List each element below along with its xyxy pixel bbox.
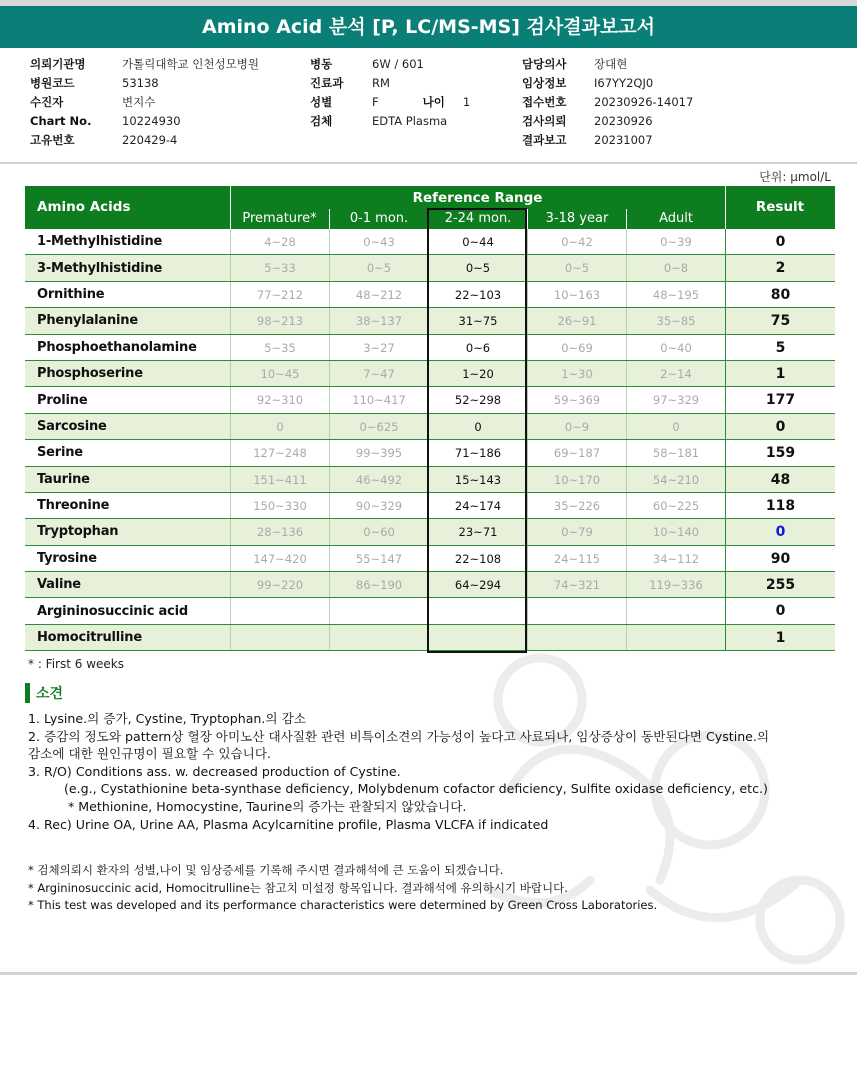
table-row [25, 493, 835, 519]
table-row [25, 467, 835, 493]
amino-acid-name: Tyrosine [37, 550, 97, 566]
info-row: 병동 6W / 601 [310, 57, 424, 71]
result-cell: 1 [725, 361, 835, 386]
table-body [25, 229, 835, 651]
result-cell: 0 [725, 229, 835, 254]
section-divider [0, 162, 857, 164]
info-row: 담당의사 장대현 [522, 57, 628, 71]
result-cell: 80 [725, 282, 835, 307]
reference-cell: 58~181 [626, 440, 725, 465]
reference-cell: 110~417 [329, 387, 428, 412]
amino-acid-name: Tryptophan [37, 524, 119, 540]
reference-cell: 54~210 [626, 467, 725, 492]
amino-acid-name: Argininosuccinic acid [37, 603, 188, 619]
reference-cell: 77~212 [230, 282, 329, 307]
amino-acid-table [25, 186, 835, 651]
result-cell: 255 [725, 572, 835, 597]
reference-cell: 0~39 [626, 229, 725, 254]
finding-line: 3. R/O) Conditions ass. w. decreased production of Cystine. [28, 763, 401, 779]
findings-text [28, 710, 828, 833]
table-row [25, 572, 835, 598]
reference-cell: 151~411 [230, 467, 329, 492]
reference-cell: 0~8 [626, 255, 725, 280]
table-row [25, 361, 835, 387]
reference-cell: 86~190 [329, 572, 428, 597]
reference-cell: 60~225 [626, 493, 725, 518]
table-row [25, 282, 835, 308]
amino-acid-name: Threonine [37, 498, 110, 514]
reference-cell [428, 625, 527, 650]
reference-cell: 0~42 [527, 229, 626, 254]
info-row: 검체 EDTA Plasma [310, 114, 448, 128]
reference-cell: 64~294 [428, 572, 527, 597]
reference-cell [230, 598, 329, 623]
amino-acid-name: 1-Methylhistidine [37, 234, 163, 250]
reference-cell: 4~28 [230, 229, 329, 254]
reference-cell: 48~212 [329, 282, 428, 307]
subheader-adult: Adult [626, 209, 725, 229]
reference-cell: 48~195 [626, 282, 725, 307]
header-amino-acids: Amino Acids [37, 199, 131, 215]
reference-cell [329, 625, 428, 650]
table-row [25, 519, 835, 545]
info-row: 검사의뢰 20230926 [522, 114, 653, 128]
reference-cell: 69~187 [527, 440, 626, 465]
reference-cell: 97~329 [626, 387, 725, 412]
result-cell: 48 [725, 467, 835, 492]
finding-line: 1. Lysine.의 증가, Cystine, Tryptophan.의 감소 [28, 711, 306, 726]
report-title: Amino Acid 분석 [P, LC/MS-MS] 검사결과보고서 [0, 6, 857, 48]
info-row: 결과보고 20231007 [522, 133, 653, 147]
reference-cell: 0~5 [329, 255, 428, 280]
table-row [25, 255, 835, 281]
reference-cell: 0~44 [428, 229, 527, 254]
reference-cell: 0~9 [527, 414, 626, 439]
reference-cell: 35~226 [527, 493, 626, 518]
unit-label: 단위: μmol/L [759, 170, 831, 184]
amino-acid-name: Serine [37, 445, 83, 461]
table-row [25, 440, 835, 466]
finding-line: 2. 증감의 정도와 pattern상 혈장 아미노산 대사질환 관련 비특이소견의 가능성이 높다고 사료되나, 임상증상이 동반된다면 Cystine.의 [28, 728, 770, 744]
reference-cell: 52~298 [428, 387, 527, 412]
reference-cell [527, 598, 626, 623]
info-row: 접수번호 20230926-14017 [522, 95, 694, 109]
note-line: * Argininosuccinic acid, Homocitrulline는 참고치 미설정 항목입니다. 결과해석에 유의하시기 바랍니다. [28, 880, 568, 895]
info-row: 성별 F 나이 1 [310, 95, 471, 109]
table-row [25, 229, 835, 255]
reference-cell: 0~43 [329, 229, 428, 254]
bottom-rule [0, 972, 857, 975]
amino-acid-name: Valine [37, 577, 81, 593]
amino-acid-name: Phosphoserine [37, 366, 143, 382]
table-row [25, 308, 835, 334]
amino-acid-name: Sarcosine [37, 418, 107, 434]
result-cell: 177 [725, 387, 835, 412]
reference-cell: 10~45 [230, 361, 329, 386]
finding-line: 감소에 대한 원인규명이 필요할 수 있습니다. [28, 746, 271, 762]
reference-cell: 0 [230, 414, 329, 439]
table-row [25, 414, 835, 440]
reference-cell: 92~310 [230, 387, 329, 412]
table-row [25, 625, 835, 651]
reference-subheaders [230, 209, 725, 229]
reference-cell: 0~69 [527, 335, 626, 360]
reference-cell: 26~91 [527, 308, 626, 333]
subheader-0-1-mon: 0-1 mon. [329, 209, 428, 229]
reference-cell: 10~140 [626, 519, 725, 544]
reference-cell [626, 598, 725, 623]
reference-cell: 0~40 [626, 335, 725, 360]
reference-cell: 147~420 [230, 546, 329, 571]
result-cell: 0 [725, 414, 835, 439]
reference-cell: 0~5 [527, 255, 626, 280]
info-row: 의뢰기관명 가톨릭대학교 인천성모병원 [30, 57, 259, 71]
reference-cell [428, 598, 527, 623]
amino-acid-name: Proline [37, 392, 88, 408]
notes [28, 862, 657, 915]
info-left [30, 55, 259, 150]
amino-acid-name: Phosphoethanolamine [37, 339, 197, 355]
result-cell: 159 [725, 440, 835, 465]
amino-acid-name: Ornithine [37, 286, 105, 302]
finding-line: (e.g., Cystathionine beta-synthase deficiency, Molybdenum cofactor deficiency, Sulfite oxidase deficiency, etc.) [64, 781, 768, 797]
reference-cell: 71~186 [428, 440, 527, 465]
reference-cell: 15~143 [428, 467, 527, 492]
amino-acid-name: 3-Methylhistidine [37, 260, 163, 276]
reference-cell [527, 625, 626, 650]
reference-cell: 46~492 [329, 467, 428, 492]
result-cell: 0 [725, 598, 835, 623]
reference-cell: 0 [626, 414, 725, 439]
reference-cell: 5~35 [230, 335, 329, 360]
result-cell: 5 [725, 335, 835, 360]
header-result: Result [755, 199, 805, 215]
reference-cell: 90~329 [329, 493, 428, 518]
reference-cell: 35~85 [626, 308, 725, 333]
premature-footnote: * : First 6 weeks [28, 657, 124, 671]
reference-cell [626, 625, 725, 650]
info-row: 수진자 변지수 [30, 95, 156, 109]
subheader-premature: Premature* [242, 211, 317, 226]
reference-cell: 0~60 [329, 519, 428, 544]
info-mid [310, 55, 470, 131]
finding-line: * Methionine, Homocystine, Taurine의 증가는 관찰되지 않았습니다. [68, 798, 467, 814]
reference-cell: 22~108 [428, 546, 527, 571]
amino-acid-name: Taurine [37, 471, 90, 487]
reference-cell: 119~336 [626, 572, 725, 597]
reference-cell: 59~369 [527, 387, 626, 412]
reference-cell: 0~6 [428, 335, 527, 360]
reference-cell: 24~174 [428, 493, 527, 518]
table-header [25, 186, 835, 229]
table-row [25, 387, 835, 413]
result-cell: 75 [725, 308, 835, 333]
reference-cell: 74~321 [527, 572, 626, 597]
result-cell: 1 [725, 625, 835, 650]
result-cell: 90 [725, 546, 835, 571]
reference-cell: 0 [428, 414, 527, 439]
reference-cell [329, 598, 428, 623]
table-row [25, 546, 835, 572]
reference-cell: 5~33 [230, 255, 329, 280]
reference-cell: 2~14 [626, 361, 725, 386]
reference-cell: 150~330 [230, 493, 329, 518]
findings-heading [25, 683, 63, 703]
result-cell: 0 [725, 519, 835, 544]
info-row: 병원코드 53138 [30, 76, 159, 90]
reference-cell [230, 625, 329, 650]
info-row: 진료과 RM [310, 76, 390, 90]
reference-cell: 7~47 [329, 361, 428, 386]
reference-cell: 98~213 [230, 308, 329, 333]
info-right [522, 55, 693, 150]
reference-cell: 1~30 [527, 361, 626, 386]
reference-cell: 38~137 [329, 308, 428, 333]
info-row: Chart No. 10224930 [30, 114, 181, 128]
reference-cell: 0~625 [329, 414, 428, 439]
info-row: 고유번호 220429-4 [30, 133, 178, 147]
reference-cell: 0~5 [428, 255, 527, 280]
table-row [25, 335, 835, 361]
reference-cell: 10~163 [527, 282, 626, 307]
reference-cell: 10~170 [527, 467, 626, 492]
reference-cell: 99~395 [329, 440, 428, 465]
subheader-2-24-mon: 2-24 mon. [428, 209, 527, 229]
reference-cell: 22~103 [428, 282, 527, 307]
subheader-3-18-year: 3-18 year [527, 209, 626, 229]
result-cell: 2 [725, 255, 835, 280]
info-row: 임상정보 I67YY2QJ0 [522, 76, 654, 90]
reference-cell: 55~147 [329, 546, 428, 571]
reference-cell: 23~71 [428, 519, 527, 544]
reference-cell: 1~20 [428, 361, 527, 386]
table-row [25, 598, 835, 624]
header-reference-range: Reference Range [412, 190, 543, 206]
reference-cell: 28~136 [230, 519, 329, 544]
reference-cell: 34~112 [626, 546, 725, 571]
finding-line: 4. Rec) Urine OA, Urine AA, Plasma Acylcarnitine profile, Plasma VLCFA if indicated [28, 816, 549, 832]
reference-cell: 0~79 [527, 519, 626, 544]
reference-cell: 99~220 [230, 572, 329, 597]
note-line: * This test was developed and its performance characteristics were determined by Green Cross Laboratories. [28, 898, 658, 912]
reference-cell: 24~115 [527, 546, 626, 571]
heading-bar [25, 683, 30, 703]
note-line: * 검체의뢰시 환자의 성별,나이 및 임상증세를 기록해 주시면 결과해석에 큰 도움이 되겠습니다. [28, 863, 504, 877]
amino-acid-name: Phenylalanine [37, 313, 138, 329]
amino-acid-name: Homocitrulline [37, 630, 142, 646]
reference-cell: 3~27 [329, 335, 428, 360]
result-cell: 118 [725, 493, 835, 518]
reference-cell: 31~75 [428, 308, 527, 333]
reference-cell: 127~248 [230, 440, 329, 465]
findings-title: 소견 [36, 686, 64, 702]
